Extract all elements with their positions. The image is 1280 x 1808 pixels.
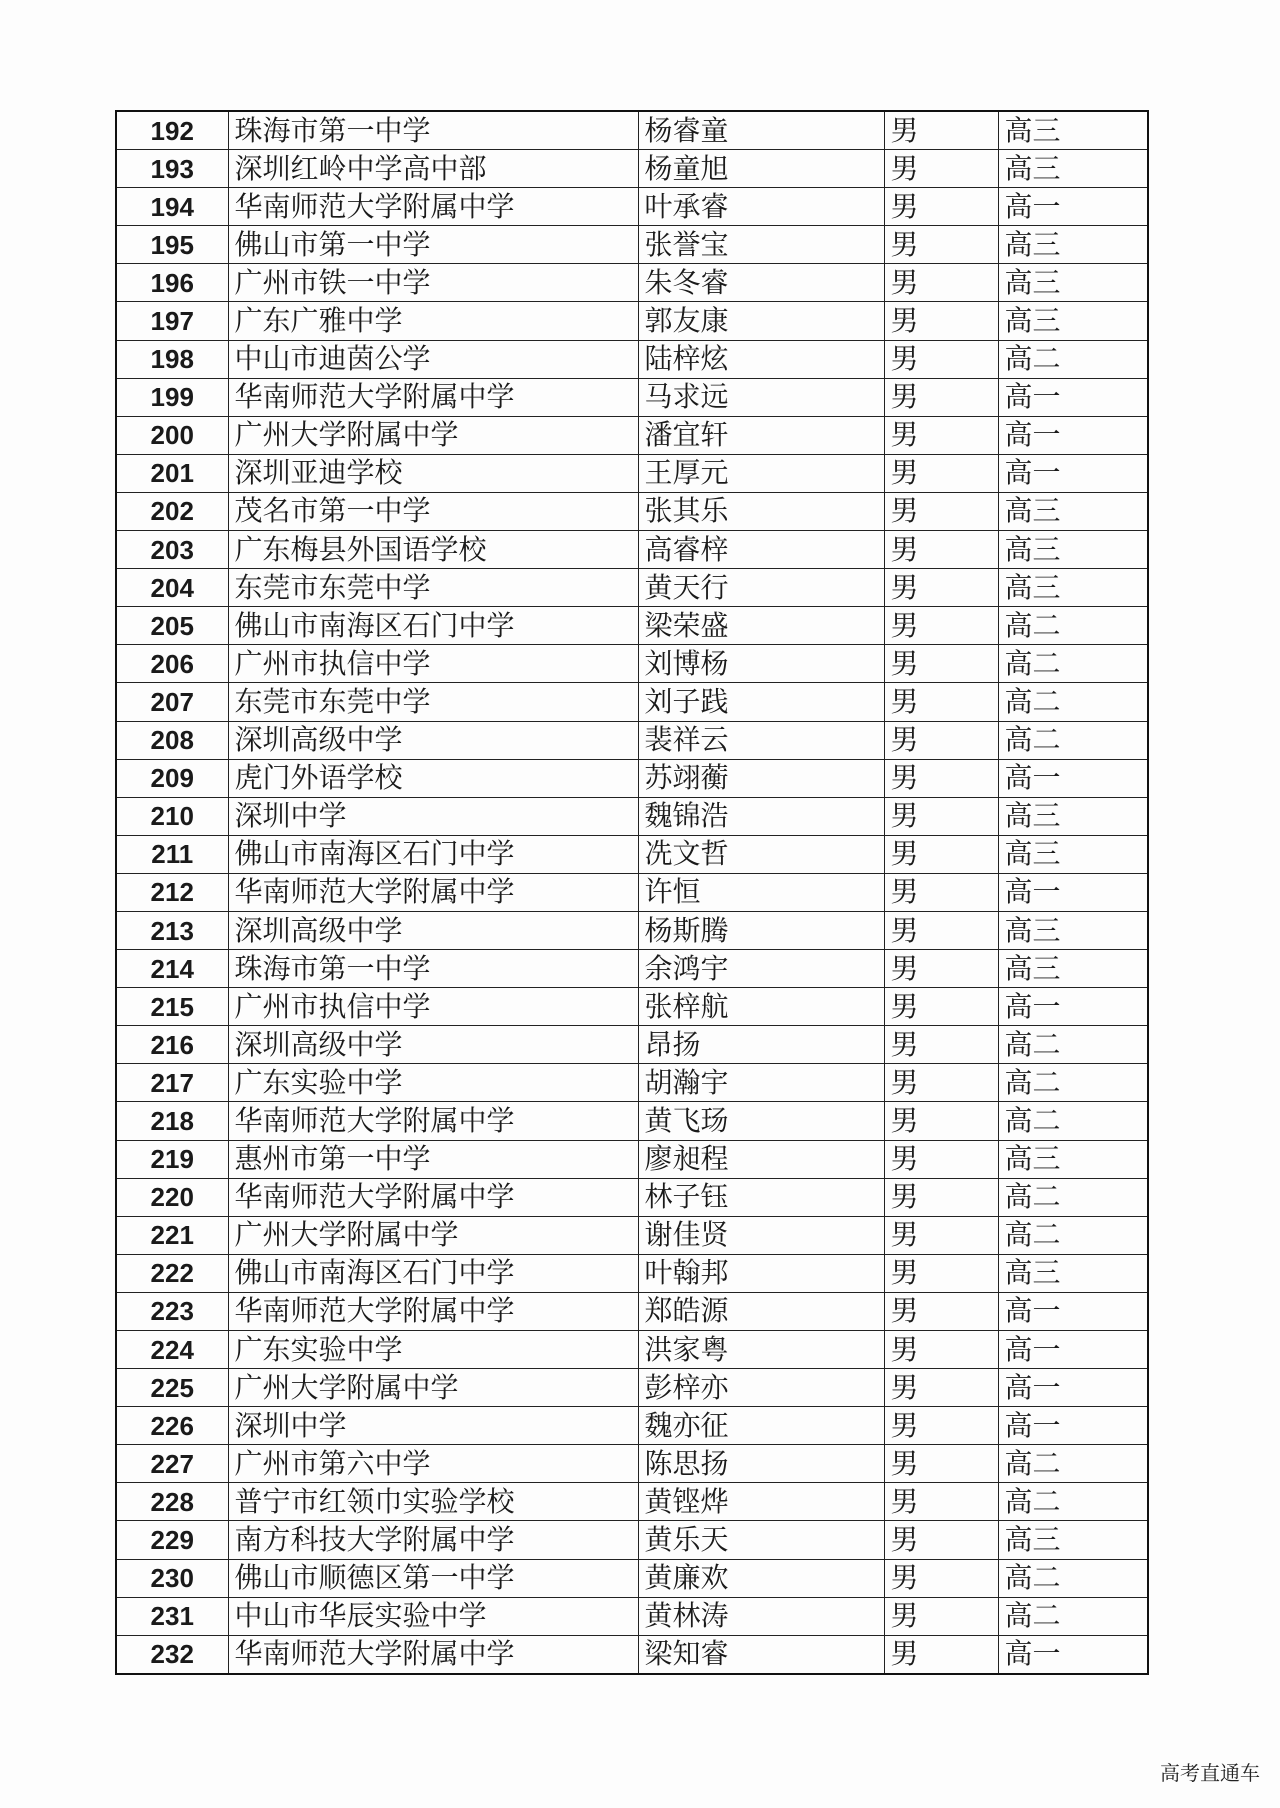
row-number-cell: 210	[116, 797, 228, 835]
student-name-cell: 张其乐	[638, 492, 884, 530]
gender-cell: 男	[884, 150, 998, 188]
gender-cell: 男	[884, 873, 998, 911]
student-name-cell: 梁荣盛	[638, 607, 884, 645]
school-cell: 深圳高级中学	[228, 911, 638, 949]
row-number-cell: 206	[116, 645, 228, 683]
student-name-cell: 苏翊蘅	[638, 759, 884, 797]
grade-cell: 高一	[998, 188, 1148, 226]
school-cell: 华南师范大学附属中学	[228, 1292, 638, 1330]
table-row	[116, 645, 1148, 683]
grade-cell: 高二	[998, 645, 1148, 683]
table-row	[116, 1292, 1148, 1330]
school-cell: 华南师范大学附属中学	[228, 378, 638, 416]
grade-cell: 高一	[998, 1369, 1148, 1407]
grade-cell: 高二	[998, 1064, 1148, 1102]
table-row	[116, 1216, 1148, 1254]
school-cell: 珠海市第一中学	[228, 950, 638, 988]
row-number-cell: 215	[116, 988, 228, 1026]
row-number-cell: 208	[116, 721, 228, 759]
gender-cell: 男	[884, 1140, 998, 1178]
student-name-cell: 黄廉欢	[638, 1559, 884, 1597]
grade-cell: 高二	[998, 1102, 1148, 1140]
student-name-cell: 余鸿宇	[638, 950, 884, 988]
row-number-cell: 221	[116, 1216, 228, 1254]
school-cell: 广州大学附属中学	[228, 1369, 638, 1407]
row-number-cell: 230	[116, 1559, 228, 1597]
student-name-cell: 彭梓亦	[638, 1369, 884, 1407]
grade-cell: 高一	[998, 378, 1148, 416]
school-cell: 广东实验中学	[228, 1064, 638, 1102]
table-row	[116, 1064, 1148, 1102]
table-row	[116, 1559, 1148, 1597]
grade-cell: 高二	[998, 721, 1148, 759]
gender-cell: 男	[884, 454, 998, 492]
row-number-cell: 194	[116, 188, 228, 226]
gender-cell: 男	[884, 1445, 998, 1483]
table-row	[116, 454, 1148, 492]
gender-cell: 男	[884, 416, 998, 454]
student-name-cell: 林子钰	[638, 1178, 884, 1216]
grade-cell: 高三	[998, 1521, 1148, 1559]
grade-cell: 高二	[998, 1445, 1148, 1483]
grade-cell: 高一	[998, 873, 1148, 911]
table-row	[116, 264, 1148, 302]
grade-cell: 高三	[998, 111, 1148, 150]
student-name-cell: 黄飞玚	[638, 1102, 884, 1140]
school-cell: 广东实验中学	[228, 1331, 638, 1369]
gender-cell: 男	[884, 988, 998, 1026]
student-name-cell: 杨睿童	[638, 111, 884, 150]
grade-cell: 高二	[998, 1216, 1148, 1254]
row-number-cell: 199	[116, 378, 228, 416]
gender-cell: 男	[884, 911, 998, 949]
gender-cell: 男	[884, 607, 998, 645]
school-cell: 华南师范大学附属中学	[228, 1178, 638, 1216]
gender-cell: 男	[884, 111, 998, 150]
row-number-cell: 205	[116, 607, 228, 645]
student-roster-table	[115, 110, 1149, 1675]
table-row	[116, 1445, 1148, 1483]
student-name-cell: 叶翰邦	[638, 1254, 884, 1292]
school-cell: 东莞市东莞中学	[228, 683, 638, 721]
grade-cell: 高三	[998, 950, 1148, 988]
table-row	[116, 911, 1148, 949]
row-number-cell: 203	[116, 531, 228, 569]
grade-cell: 高三	[998, 226, 1148, 264]
school-cell: 广州市执信中学	[228, 645, 638, 683]
row-number-cell: 225	[116, 1369, 228, 1407]
school-cell: 佛山市第一中学	[228, 226, 638, 264]
grade-cell: 高三	[998, 492, 1148, 530]
school-cell: 深圳中学	[228, 1407, 638, 1445]
row-number-cell: 227	[116, 1445, 228, 1483]
grade-cell: 高一	[998, 454, 1148, 492]
gender-cell: 男	[884, 569, 998, 607]
gender-cell: 男	[884, 1064, 998, 1102]
grade-cell: 高三	[998, 835, 1148, 873]
student-name-cell: 陈思扬	[638, 1445, 884, 1483]
school-cell: 惠州市第一中学	[228, 1140, 638, 1178]
source-watermark: 高考直通车	[1160, 1761, 1260, 1785]
table-row	[116, 721, 1148, 759]
student-name-cell: 廖昶程	[638, 1140, 884, 1178]
student-name-cell: 冼文哲	[638, 835, 884, 873]
school-cell: 广东广雅中学	[228, 302, 638, 340]
school-cell: 广州大学附属中学	[228, 1216, 638, 1254]
row-number-cell: 220	[116, 1178, 228, 1216]
row-number-cell: 228	[116, 1483, 228, 1521]
row-number-cell: 198	[116, 340, 228, 378]
school-cell: 深圳亚迪学校	[228, 454, 638, 492]
student-name-cell: 黄林涛	[638, 1597, 884, 1635]
row-number-cell: 213	[116, 911, 228, 949]
table-row	[116, 111, 1148, 150]
table-row	[116, 531, 1148, 569]
gender-cell: 男	[884, 721, 998, 759]
student-name-cell: 裴祥云	[638, 721, 884, 759]
table-row	[116, 1178, 1148, 1216]
table-row	[116, 835, 1148, 873]
student-name-cell: 张誉宝	[638, 226, 884, 264]
school-cell: 深圳中学	[228, 797, 638, 835]
gender-cell: 男	[884, 264, 998, 302]
table-row	[116, 797, 1148, 835]
row-number-cell: 207	[116, 683, 228, 721]
school-cell: 华南师范大学附属中学	[228, 1102, 638, 1140]
table-row	[116, 1521, 1148, 1559]
table-row	[116, 1026, 1148, 1064]
student-name-cell: 许恒	[638, 873, 884, 911]
table-row	[116, 340, 1148, 378]
student-name-cell: 刘博杨	[638, 645, 884, 683]
school-cell: 南方科技大学附属中学	[228, 1521, 638, 1559]
gender-cell: 男	[884, 1559, 998, 1597]
roster-table-body	[116, 111, 1148, 1674]
gender-cell: 男	[884, 950, 998, 988]
student-name-cell: 张梓航	[638, 988, 884, 1026]
row-number-cell: 222	[116, 1254, 228, 1292]
gender-cell: 男	[884, 1369, 998, 1407]
gender-cell: 男	[884, 683, 998, 721]
table-row	[116, 873, 1148, 911]
student-name-cell: 魏亦征	[638, 1407, 884, 1445]
grade-cell: 高三	[998, 531, 1148, 569]
school-cell: 广州市第六中学	[228, 1445, 638, 1483]
student-name-cell: 黄乐天	[638, 1521, 884, 1559]
gender-cell: 男	[884, 1483, 998, 1521]
gender-cell: 男	[884, 1026, 998, 1064]
row-number-cell: 193	[116, 150, 228, 188]
grade-cell: 高二	[998, 683, 1148, 721]
table-row	[116, 950, 1148, 988]
row-number-cell: 196	[116, 264, 228, 302]
gender-cell: 男	[884, 492, 998, 530]
school-cell: 普宁市红领巾实验学校	[228, 1483, 638, 1521]
student-name-cell: 谢佳贤	[638, 1216, 884, 1254]
school-cell: 深圳红岭中学高中部	[228, 150, 638, 188]
gender-cell: 男	[884, 1216, 998, 1254]
row-number-cell: 209	[116, 759, 228, 797]
gender-cell: 男	[884, 1597, 998, 1635]
school-cell: 华南师范大学附属中学	[228, 188, 638, 226]
grade-cell: 高一	[998, 416, 1148, 454]
row-number-cell: 212	[116, 873, 228, 911]
student-name-cell: 洪家粤	[638, 1331, 884, 1369]
school-cell: 中山市迪茵公学	[228, 340, 638, 378]
school-cell: 华南师范大学附属中学	[228, 1635, 638, 1674]
row-number-cell: 204	[116, 569, 228, 607]
grade-cell: 高三	[998, 911, 1148, 949]
grade-cell: 高一	[998, 1292, 1148, 1330]
row-number-cell: 214	[116, 950, 228, 988]
table-row	[116, 1635, 1148, 1674]
row-number-cell: 211	[116, 835, 228, 873]
student-name-cell: 叶承睿	[638, 188, 884, 226]
student-name-cell: 胡瀚宇	[638, 1064, 884, 1102]
school-cell: 广州市铁一中学	[228, 264, 638, 302]
table-row	[116, 226, 1148, 264]
table-row	[116, 150, 1148, 188]
school-cell: 广州市执信中学	[228, 988, 638, 1026]
student-name-cell: 陆梓炫	[638, 340, 884, 378]
grade-cell: 高二	[998, 1026, 1148, 1064]
school-cell: 东莞市东莞中学	[228, 569, 638, 607]
table-row	[116, 302, 1148, 340]
gender-cell: 男	[884, 1254, 998, 1292]
school-cell: 佛山市南海区石门中学	[228, 835, 638, 873]
grade-cell: 高三	[998, 1254, 1148, 1292]
row-number-cell: 195	[116, 226, 228, 264]
school-cell: 佛山市南海区石门中学	[228, 1254, 638, 1292]
gender-cell: 男	[884, 1521, 998, 1559]
row-number-cell: 197	[116, 302, 228, 340]
row-number-cell: 223	[116, 1292, 228, 1330]
row-number-cell: 232	[116, 1635, 228, 1674]
gender-cell: 男	[884, 1178, 998, 1216]
table-row	[116, 416, 1148, 454]
gender-cell: 男	[884, 1102, 998, 1140]
row-number-cell: 231	[116, 1597, 228, 1635]
school-cell: 深圳高级中学	[228, 1026, 638, 1064]
student-name-cell: 黄铿烨	[638, 1483, 884, 1521]
table-row	[116, 1102, 1148, 1140]
student-name-cell: 马求远	[638, 378, 884, 416]
row-number-cell: 202	[116, 492, 228, 530]
gender-cell: 男	[884, 797, 998, 835]
gender-cell: 男	[884, 645, 998, 683]
grade-cell: 高一	[998, 1407, 1148, 1445]
row-number-cell: 200	[116, 416, 228, 454]
row-number-cell: 219	[116, 1140, 228, 1178]
student-name-cell: 郭友康	[638, 302, 884, 340]
student-name-cell: 黄天行	[638, 569, 884, 607]
school-cell: 珠海市第一中学	[228, 111, 638, 150]
gender-cell: 男	[884, 1292, 998, 1330]
student-name-cell: 魏锦浩	[638, 797, 884, 835]
gender-cell: 男	[884, 759, 998, 797]
grade-cell: 高一	[998, 759, 1148, 797]
grade-cell: 高二	[998, 607, 1148, 645]
grade-cell: 高二	[998, 1178, 1148, 1216]
table-row	[116, 1331, 1148, 1369]
student-name-cell: 刘子践	[638, 683, 884, 721]
table-row	[116, 492, 1148, 530]
table-row	[116, 988, 1148, 1026]
grade-cell: 高二	[998, 1597, 1148, 1635]
table-row	[116, 1140, 1148, 1178]
table-row	[116, 188, 1148, 226]
table-row	[116, 683, 1148, 721]
row-number-cell: 216	[116, 1026, 228, 1064]
student-name-cell: 高睿梓	[638, 531, 884, 569]
gender-cell: 男	[884, 226, 998, 264]
student-name-cell: 梁知睿	[638, 1635, 884, 1674]
table-row	[116, 1597, 1148, 1635]
school-cell: 佛山市顺德区第一中学	[228, 1559, 638, 1597]
school-cell: 华南师范大学附属中学	[228, 873, 638, 911]
student-name-cell: 杨斯腾	[638, 911, 884, 949]
gender-cell: 男	[884, 378, 998, 416]
table-row	[116, 569, 1148, 607]
grade-cell: 高一	[998, 1635, 1148, 1674]
gender-cell: 男	[884, 1635, 998, 1674]
grade-cell: 高二	[998, 1483, 1148, 1521]
table-row	[116, 1407, 1148, 1445]
school-cell: 茂名市第一中学	[228, 492, 638, 530]
table-row	[116, 1369, 1148, 1407]
student-name-cell: 杨童旭	[638, 150, 884, 188]
table-row	[116, 1483, 1148, 1521]
grade-cell: 高三	[998, 302, 1148, 340]
grade-cell: 高三	[998, 264, 1148, 302]
table-row	[116, 378, 1148, 416]
row-number-cell: 217	[116, 1064, 228, 1102]
school-cell: 广州大学附属中学	[228, 416, 638, 454]
student-name-cell: 朱冬睿	[638, 264, 884, 302]
gender-cell: 男	[884, 531, 998, 569]
school-cell: 深圳高级中学	[228, 721, 638, 759]
school-cell: 佛山市南海区石门中学	[228, 607, 638, 645]
student-name-cell: 潘宜轩	[638, 416, 884, 454]
grade-cell: 高三	[998, 1140, 1148, 1178]
school-cell: 虎门外语学校	[228, 759, 638, 797]
gender-cell: 男	[884, 340, 998, 378]
row-number-cell: 192	[116, 111, 228, 150]
grade-cell: 高三	[998, 150, 1148, 188]
table-row	[116, 1254, 1148, 1292]
grade-cell: 高三	[998, 569, 1148, 607]
row-number-cell: 218	[116, 1102, 228, 1140]
row-number-cell: 201	[116, 454, 228, 492]
gender-cell: 男	[884, 835, 998, 873]
gender-cell: 男	[884, 1407, 998, 1445]
table-row	[116, 759, 1148, 797]
school-cell: 中山市华辰实验中学	[228, 1597, 638, 1635]
row-number-cell: 229	[116, 1521, 228, 1559]
grade-cell: 高二	[998, 1559, 1148, 1597]
gender-cell: 男	[884, 1331, 998, 1369]
school-cell: 广东梅县外国语学校	[228, 531, 638, 569]
grade-cell: 高一	[998, 988, 1148, 1026]
grade-cell: 高一	[998, 1331, 1148, 1369]
gender-cell: 男	[884, 188, 998, 226]
grade-cell: 高二	[998, 340, 1148, 378]
student-name-cell: 郑皓源	[638, 1292, 884, 1330]
student-name-cell: 昂扬	[638, 1026, 884, 1064]
row-number-cell: 224	[116, 1331, 228, 1369]
row-number-cell: 226	[116, 1407, 228, 1445]
table-row	[116, 607, 1148, 645]
grade-cell: 高三	[998, 797, 1148, 835]
gender-cell: 男	[884, 302, 998, 340]
student-name-cell: 王厚元	[638, 454, 884, 492]
